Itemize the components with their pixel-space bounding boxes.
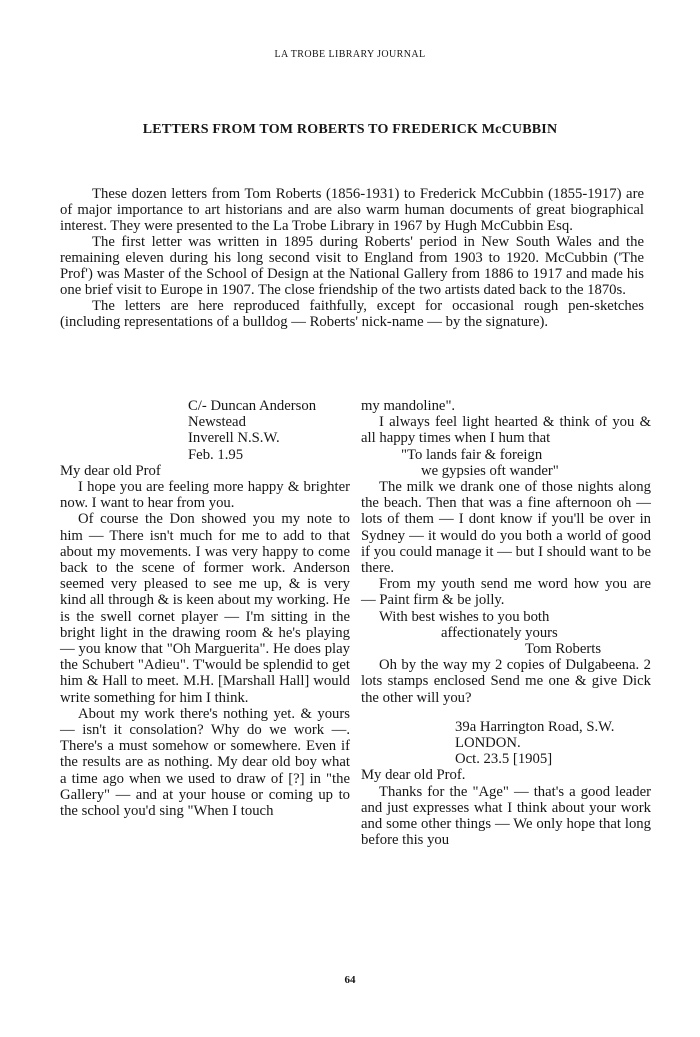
running-head: LA TROBE LIBRARY JOURNAL [274, 49, 426, 60]
address-line: C/- Duncan Anderson [188, 398, 317, 414]
letter-paragraph-continued: my mandoline". [361, 398, 456, 414]
address-line: Inverell N.S.W. [188, 430, 280, 447]
address-line: Newstead [188, 414, 246, 431]
article-title: LETTERS FROM TOM ROBERTS TO FREDERICK McCUBBIN [142, 122, 558, 137]
letter-paragraph: I always feel light hearted & think of you & all happy times when I hum that [361, 414, 651, 447]
verse-line: "To lands fair & foreign [401, 446, 543, 463]
right-column [361, 398, 651, 848]
intro-paragraph: These dozen letters from Tom Roberts (1856-1931) to Frederick McCubbin (1855-1917) are of major importance to art historians and are also warm human documents of great biographical interest. They were presented to the La Trobe Library in 1967 by Hugh McCubbin Esq. [60, 186, 644, 234]
letter-paragraph: The milk we drank one of those nights along the beach. Then that was a fine afternoon oh — lots of them — I dont know if you'll be over in Sydney — it would do you both a world of good if you could manage it — but I should want to be there. [361, 479, 651, 577]
postscript: Oh by the way my 2 copies of Dulgabeena. 2 lots stamps enclosed Send me one & give Dick the other will you? [361, 657, 651, 706]
letter2-address [455, 719, 651, 768]
letter-paragraph: From my youth send me word how you are — Paint firm & be jolly. [361, 576, 651, 609]
introduction [60, 186, 644, 330]
verse-line: we gypsies oft wander" [421, 462, 559, 479]
letter1-salutation: My dear old Prof [60, 462, 161, 479]
letter2-salutation: My dear old Prof. [361, 767, 466, 784]
page-number: 64 [344, 974, 356, 986]
letter-paragraph: About my work there's nothing yet. & yours — isn't it consolation? Why do we work —. There's a must somehow or somewhere. Even if the results are as nothing. My dear old boy what a time ago when we used to draw of [?] in "the Gallery" — and at your house or coming up to the school you'd sing "When I touch [60, 705, 350, 820]
signature: Tom Roberts [525, 641, 602, 658]
address-line: LONDON. [455, 735, 521, 752]
letter-paragraph: I hope you are feeling more happy & brighter now. I want to hear from you. [60, 479, 350, 512]
letter1-address [188, 398, 350, 463]
address-date: Oct. 23.5 [1905] [455, 751, 553, 768]
closing-line: With best wishes to you both [379, 608, 550, 625]
address-line: 39a Harrington Road, S.W. [455, 718, 615, 735]
closing-line: affectionately yours [441, 624, 558, 641]
intro-paragraph: The letters are here reproduced faithfully, except for occasional rough pen-sketches (including representations of a bulldog — Roberts' nick-name — by the signature). [60, 298, 644, 330]
left-column [60, 398, 350, 819]
address-date: Feb. 1.95 [188, 446, 244, 463]
letter-paragraph: Thanks for the "Age" — that's a good leader and just expresses what I think about your work and some other things — We only hope that long before this you [361, 783, 651, 849]
intro-paragraph: The first letter was written in 1895 during Roberts' period in New South Wales and the remaining eleven during his long second visit to England from 1903 to 1920. McCubbin ('The Prof') was Master of the School of Design at the National Gallery from 1886 to 1917 and made his one brief visit to Europe in 1907. The close friendship of the two artists dated back to the 1870s. [60, 234, 644, 298]
letter-paragraph: Of course the Don showed you my note to him — There isn't much for me to add to that about my movements. I was very happy to come back to the scene of former work. Anderson seemed very pleased to see me up, & is very kind all through & is keen about my working. He is the swell cornet player — I'm sitting in the bright light in the drawing room & he's playing — you know that "Oh Marguerita". He does play the Schubert "Adieu". T'would be splendid to get him & Hall to meet. M.H. [Marshall Hall] would write something for him I think. [60, 511, 350, 706]
